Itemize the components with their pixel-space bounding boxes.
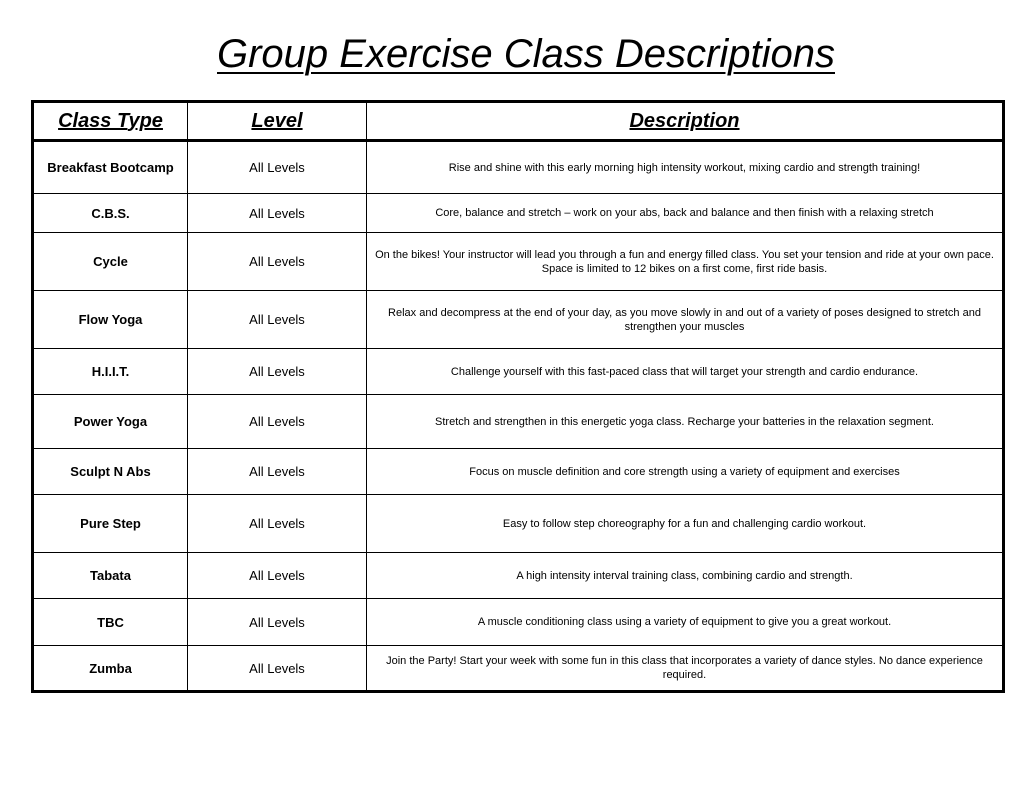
description-cell: A muscle conditioning class using a variety of equipment to give you a great workout. <box>367 599 1004 646</box>
description-cell: Relax and decompress at the end of your day, as you move slowly in and out of a variety of poses designed to stretch and strengthen your muscles <box>367 291 1004 349</box>
class-type-cell: TBC <box>33 599 188 646</box>
table-row <box>33 646 1004 692</box>
description-cell: On the bikes! Your instructor will lead you through a fun and energy filled class. You set your tension and ride at your own pace. Space is limited to 12 bikes on a first come, first ride basis. <box>367 233 1004 291</box>
level-cell: All Levels <box>188 233 367 291</box>
level-cell: All Levels <box>188 194 367 233</box>
table-row <box>33 141 1004 194</box>
description-cell: Stretch and strengthen in this energetic yoga class. Recharge your batteries in the relaxation segment. <box>367 395 1004 449</box>
column-header-description: Description <box>367 102 1004 141</box>
level-cell: All Levels <box>188 495 367 553</box>
level-cell: All Levels <box>188 646 367 692</box>
class-type-cell: Tabata <box>33 553 188 599</box>
level-cell: All Levels <box>188 349 367 395</box>
level-cell: All Levels <box>188 141 367 194</box>
class-type-cell: Zumba <box>33 646 188 692</box>
table-body <box>33 141 1004 692</box>
class-type-cell: C.B.S. <box>33 194 188 233</box>
table-row <box>33 599 1004 646</box>
table-row <box>33 395 1004 449</box>
level-cell: All Levels <box>188 553 367 599</box>
class-type-cell: Pure Step <box>33 495 188 553</box>
page-title: Group Exercise Class Descriptions <box>217 32 835 76</box>
description-cell: Easy to follow step choreography for a fun and challenging cardio workout. <box>367 495 1004 553</box>
class-type-cell: Flow Yoga <box>33 291 188 349</box>
table-row <box>33 553 1004 599</box>
level-cell: All Levels <box>188 599 367 646</box>
table-row <box>33 495 1004 553</box>
table-row <box>33 291 1004 349</box>
class-type-cell: Breakfast Bootcamp <box>33 141 188 194</box>
level-cell: All Levels <box>188 291 367 349</box>
level-cell: All Levels <box>188 395 367 449</box>
class-type-cell: H.I.I.T. <box>33 349 188 395</box>
table-row <box>33 194 1004 233</box>
class-descriptions-table <box>31 100 1005 693</box>
header-row <box>33 102 1004 141</box>
description-cell: A high intensity interval training class, combining cardio and strength. <box>367 553 1004 599</box>
column-header-class-type: Class Type <box>33 102 188 141</box>
column-header-level: Level <box>188 102 367 141</box>
description-cell: Core, balance and stretch – work on your abs, back and balance and then finish with a relaxing stretch <box>367 194 1004 233</box>
table-row <box>33 349 1004 395</box>
description-cell: Challenge yourself with this fast-paced class that will target your strength and cardio endurance. <box>367 349 1004 395</box>
class-type-cell: Power Yoga <box>33 395 188 449</box>
description-cell: Focus on muscle definition and core strength using a variety of equipment and exercises <box>367 449 1004 495</box>
class-type-cell: Cycle <box>33 233 188 291</box>
class-type-cell: Sculpt N Abs <box>33 449 188 495</box>
description-cell: Join the Party! Start your week with some fun in this class that incorporates a variety of dance styles. No dance experience required. <box>367 646 1004 692</box>
description-cell: Rise and shine with this early morning high intensity workout, mixing cardio and strength training! <box>367 141 1004 194</box>
table-row <box>33 233 1004 291</box>
table-row <box>33 449 1004 495</box>
level-cell: All Levels <box>188 449 367 495</box>
